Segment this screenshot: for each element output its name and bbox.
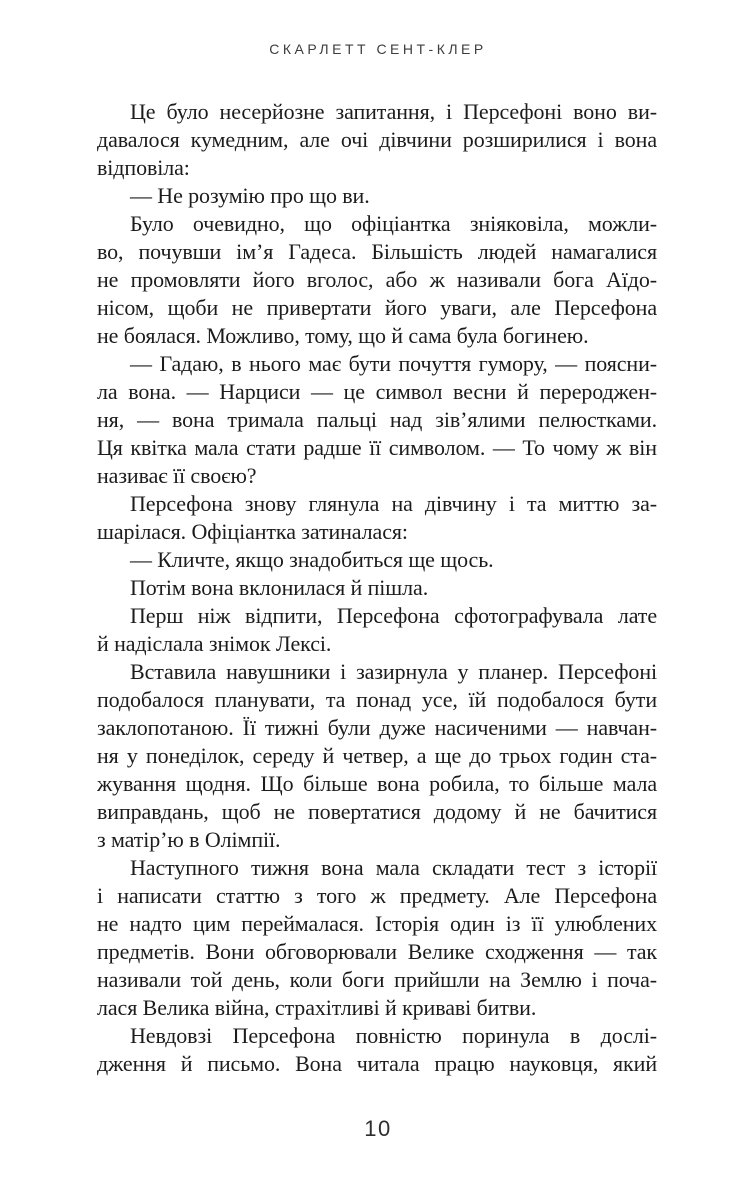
text-line: з матір’ю в Олімпії. <box>97 827 281 852</box>
text-line: нісом, щоби не привертати його уваги, але Персефона <box>97 295 657 320</box>
text-line: Наступного тижня вона мала складати тест з історії <box>130 855 657 880</box>
text-line: Потім вона вклонилася й пішла. <box>130 575 429 600</box>
text-line: во, почувши ім’я Гадеса. Більшість людей намагалися <box>97 239 657 264</box>
text-line: ла вона. — Нарциси — це символ весни й перероджен- <box>97 379 657 404</box>
paragraph <box>97 854 657 1022</box>
text-line: давалося кумедним, але очі дівчини розширилися і вона <box>97 127 657 152</box>
text-line: Невдовзі Персефона повністю поринула в дослі- <box>130 1023 657 1048</box>
text-line: дження й письмо. Вона читала працю науковця, який <box>97 1051 657 1076</box>
text-line: виправдань, щоб не повертатися додому й не бачитися <box>97 799 657 824</box>
text-line: ня у понеділок, середу й четвер, а ще до трьох годин ста- <box>97 743 657 768</box>
paragraph <box>97 1022 657 1078</box>
text-line: і написати статтю з того ж предмету. Але Персефона <box>97 883 657 908</box>
paragraph <box>97 210 657 350</box>
text-line: не надто цим переймалася. Історія один із її улюблених <box>97 911 657 936</box>
text-line: називає її своєю? <box>97 463 257 488</box>
paragraph <box>97 574 657 602</box>
text-line: не промовляти його вголос, або ж називали бога Аїдо- <box>97 267 657 292</box>
page-number: 10 <box>364 1116 392 1141</box>
text-line: Перш ніж відпити, Персефона сфотографувала лате <box>130 603 657 628</box>
text-line: Це було несерйозне запитання, і Персефоні воно ви- <box>130 99 657 124</box>
text-line: Було очевидно, що офіціантка зніяковіла, можли- <box>130 211 657 236</box>
text-line: лася Велика війна, страхітливі й криваві битви. <box>97 995 537 1020</box>
page-body <box>97 98 657 1078</box>
text-line: не боялася. Можливо, тому, що й сама була богинею. <box>97 323 589 348</box>
text-line: Персефона знову глянула на дівчину і та миттю за- <box>130 491 657 516</box>
text-line: жування щодня. Що більше вона робила, то більше мала <box>97 771 657 796</box>
text-line: — Не розумію про що ви. <box>130 183 370 208</box>
text-line: Ця квітка мала стати радше її символом. — То чому ж він <box>97 435 657 460</box>
paragraph <box>97 98 657 182</box>
text-line: подобалося планувати, та понад усе, їй подобалося бути <box>97 687 657 712</box>
paragraph <box>97 546 657 574</box>
paragraph <box>97 658 657 854</box>
text-line: відповіла: <box>97 155 190 180</box>
text-line: називали той день, коли боги прийшли на Землю і поча- <box>97 967 657 992</box>
paragraph <box>97 350 657 490</box>
text-line: Вставила навушники і зазирнула у планер. Персефоні <box>130 659 657 684</box>
text-line: предметів. Вони обговорювали Велике сходження — так <box>97 939 657 964</box>
paragraph <box>97 182 657 210</box>
text-line: й надіслала знімок Лексі. <box>97 631 332 656</box>
running-header-author: СКАРЛЕТТ СЕНТ-КЛЕР <box>269 41 487 57</box>
text-line: шарілася. Офіціантка затиналася: <box>97 519 408 544</box>
text-line: — Кличте, якщо знадобиться ще щось. <box>130 547 494 572</box>
text-line: — Гадаю, в нього має бути почуття гумору, — поясни- <box>130 351 657 376</box>
text-line: заклопотаною. Її тижні були дуже насиченими — навчан- <box>97 715 657 740</box>
text-line: ня, — вона тримала пальці над зів’ялими пелюстками. <box>97 407 657 432</box>
paragraph <box>97 602 657 658</box>
paragraph <box>97 490 657 546</box>
